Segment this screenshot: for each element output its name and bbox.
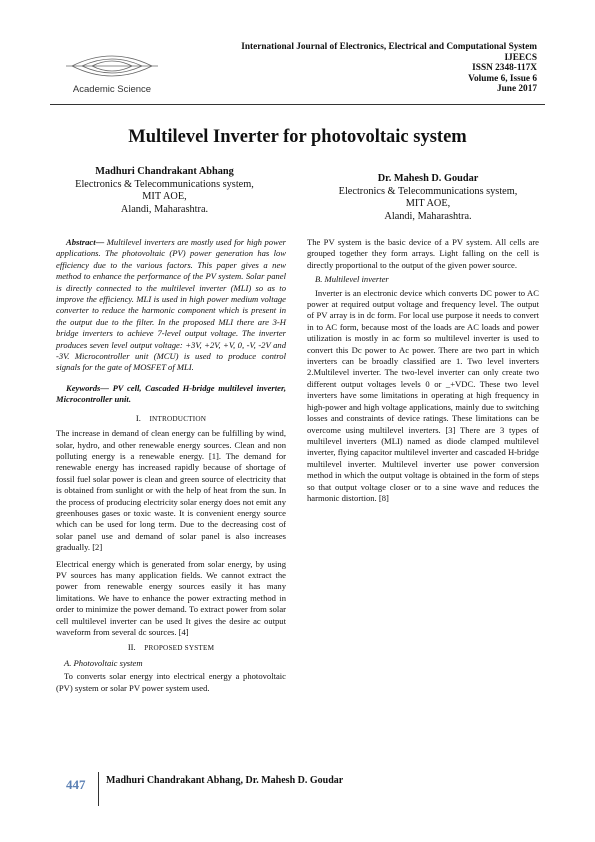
paper-title: Multilevel Inverter for photovoltaic system bbox=[128, 127, 467, 147]
author-org: MIT AOE, bbox=[142, 191, 187, 203]
author-place: Alandi, Maharashtra. bbox=[384, 210, 472, 222]
header-divider bbox=[50, 104, 545, 105]
abstract-label: Abstract— bbox=[66, 237, 105, 247]
abstract bbox=[56, 237, 286, 374]
section-heading-proposed-system bbox=[56, 642, 286, 654]
author-dept: Electronics & Telecommunications system, bbox=[75, 178, 254, 190]
author-place: Alandi, Maharashtra. bbox=[120, 203, 209, 215]
journal-issn: ISSN 2348-117X bbox=[472, 63, 537, 74]
journal-volume: Volume 6, Issue 6 bbox=[468, 73, 537, 84]
keywords: Keywords— PV cell, Cascaded H-bridge multilevel inverter, Microcontroller unit. bbox=[56, 382, 286, 405]
section-number: I. bbox=[135, 412, 141, 423]
author-block-1 bbox=[52, 166, 277, 216]
left-column bbox=[56, 237, 286, 694]
journal-abbrev: IJEECS bbox=[504, 52, 537, 63]
author-name: Dr. Mahesh D. Goudar bbox=[377, 173, 479, 184]
footer-authors: Madhuri Chandrakant Abhang, Dr. Mahesh D. Goudar bbox=[106, 775, 344, 786]
page-number: 447 bbox=[66, 777, 86, 792]
logo-text: Academic Science bbox=[72, 84, 152, 95]
journal-date: June 2017 bbox=[496, 84, 537, 95]
footer-divider bbox=[98, 772, 99, 806]
abstract-text: Multilevel inverters are mostly used for high power applications. The photovoltaic (PV) power generation has low efficiency due to the various factors. This paper gives a new method to enhance the performance of the PV system. Solar panel is directly connected to the multilevel inverter (MLI) so as to improve the efficiency. MLI is used in high power medium voltage converter to reduce the harmonic component which is present in the output due to the filter. In the proposed MLI there are 3-H bridge inverters to achieve 7-level output voltage. The inverter produces seven level output voltage: +3V, +2V, +V, 0, -V, -2V and -3V. Microcontroller unit (MCU) is used to produce control signals for the gate of MOSFET of MLI. bbox=[56, 237, 286, 373]
author-name: Madhuri Chandrakant Abhang bbox=[95, 166, 234, 177]
author-org: MIT AOE, bbox=[405, 198, 451, 210]
journal-header bbox=[157, 42, 537, 95]
section-heading-introduction bbox=[56, 413, 286, 425]
logo-mark-icon bbox=[52, 48, 172, 84]
author-dept: Electronics & Telecommunications system, bbox=[338, 185, 518, 197]
right-column bbox=[307, 237, 539, 504]
pv-paragraph-left: To converts solar energy into electrical energy a photovoltaic (PV) system or solar PV power system used. bbox=[56, 671, 286, 693]
section-number: II. bbox=[127, 642, 136, 653]
subsection-heading-multilevel-inverter: B. Multilevel inverter bbox=[315, 274, 389, 285]
section-title: PROPOSED SYSTEM bbox=[144, 644, 215, 653]
pv-paragraph-right: The PV system is the basic device of a PV system. All cells are grouped together they form arrays. Light falling on the cell is directly proportional to the output of the given power source. bbox=[307, 237, 539, 270]
subsection-heading-photovoltaic: A. Photovoltaic system bbox=[64, 657, 143, 668]
publisher-logo bbox=[52, 48, 172, 98]
intro-paragraph-1: The increase in demand of clean energy can be fulfilling by wind, solar, hydro, and other renewable energy sources. Clean and non polluting energy is a renewable energy. [1]. The demand for renewable energy has increased rapidly because of shortage of fossil fuel solar power is clean and green source of electricity that is obtained from sunlight or with the help of heat from the sun. In the process of producing electricity solar energy does not emit any greenhouses gases or toxic waste. It is convenient energy source which can be used for long term. Due to the decreasing cost of solar panel use and demand of solar panel is also increases gradually. [2] bbox=[56, 428, 286, 553]
mli-paragraph: Inverter is an electronic device which converts DC power to AC power at required output voltage and frequency level. The output of PV array is in dc form. For local use purpose it needs to convert in to AC form, because most of the loads are AC loads and power utilization is mostly in ac form so multilevel inverter is used to convert this Dc power to Ac power. There are two part in which inverters can be broadly classified are 1. Two level inverters 2.Multilevel inverter. The two-level inverter can only create two different output voltages levels 0 or _+VDC. These two level inverters have some limitations in operating at high frequency in high-power and high voltage applications, mainly due to switching losses and constraints of device ratings. These limitations can be overcome using multilevel inverters. [3] There are 3 types of multilevel inverters (MLI) named as diode clamped multilevel inverter, flying capacitor multilevel inverter and cascaded H-bridge multilevel inverter. Multilevel inverter use power conversion method in which the output voltage is obtained in the form of steps so that output voltage closer or to a sine wave and reduces the harmonic distortion. [8] bbox=[307, 287, 539, 503]
section-title: INTRODUCTION bbox=[149, 414, 207, 423]
intro-paragraph-2: Electrical energy which is generated from solar energy, by using PV sources has many application fields. We cannot extract the power from renewable energy sources easily it has many limitations. We have to enhance the power extracting method in order to minimize the power demand. To extract power from solar cell multilevel inverter can be used It gives the desire ac output waveform from several dc sources. [4] bbox=[56, 558, 286, 637]
journal-name: International Journal of Electronics, Electrical and Computational System bbox=[241, 42, 537, 52]
author-block-2 bbox=[313, 173, 543, 223]
